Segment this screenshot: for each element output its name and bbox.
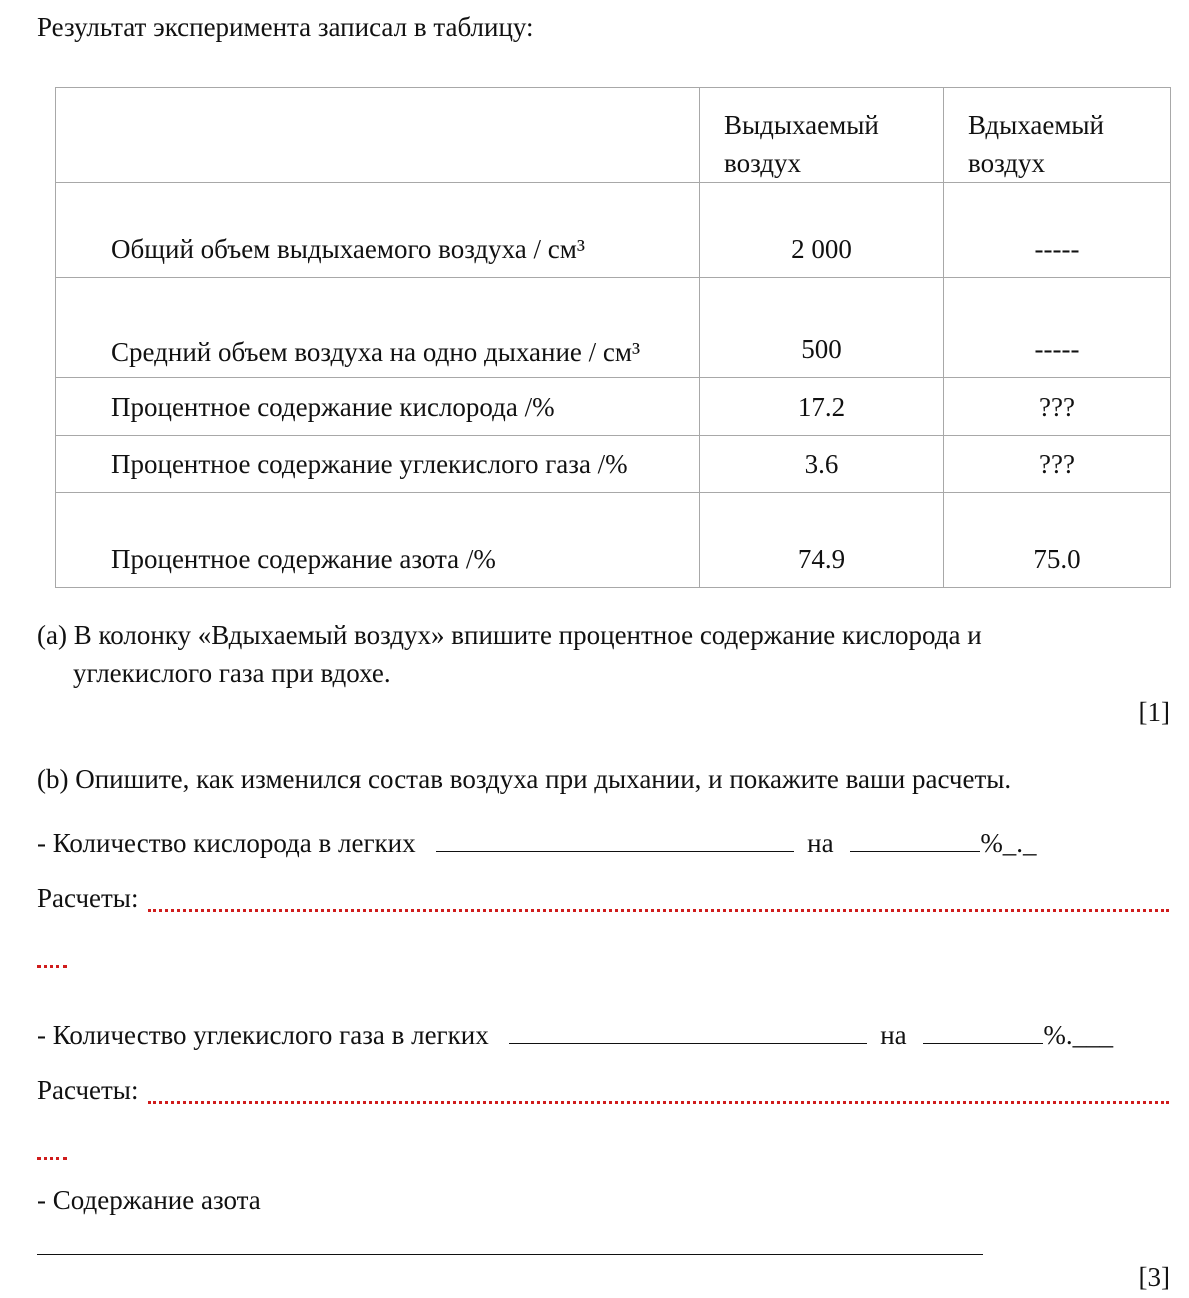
co2-change-blank[interactable] <box>509 1019 867 1044</box>
row-label: Средний объем воздуха на одно дыхание / см³ <box>56 278 700 378</box>
oxygen-suffix: %_._ <box>980 828 1037 858</box>
nitrogen-label: - Содержание азота <box>37 1185 261 1215</box>
intro-text: Результат эксперимента записал в таблицу: <box>37 12 534 42</box>
calc-answer-line[interactable] <box>148 1101 1169 1104</box>
marks-b: [3] <box>1138 1262 1170 1292</box>
header-empty-cell <box>56 88 700 183</box>
header-inhaled: Вдыхаемый воздух <box>944 88 1171 183</box>
question-a-line1: (a) В колонку «Вдыхаемый воздух» впишите процентное содержание кислорода и <box>37 620 982 650</box>
oxygen-label: - Количество кислорода в легких <box>37 828 416 858</box>
table-row <box>56 183 1171 278</box>
co2-percent-blank[interactable] <box>923 1019 1043 1044</box>
oxygen-percent-blank[interactable] <box>850 827 980 852</box>
question-a-line2: углекислого газа при вдохе. <box>73 658 391 688</box>
inhaled-value: ----- <box>944 278 1171 378</box>
exhaled-value: 500 <box>700 278 944 378</box>
row-label: Общий объем выдыхаемого воздуха / см³ <box>56 183 700 278</box>
header-exhaled: Выдыхаемый воздух <box>700 88 944 183</box>
co2-label: - Количество углекислого газа в легких <box>37 1020 489 1050</box>
co2-answer-line <box>37 1019 1113 1051</box>
calc-answer-line-end <box>37 965 67 968</box>
on-word: на <box>880 1020 907 1050</box>
row-label: Процентное содержание азота /% <box>56 493 700 588</box>
oxygen-change-blank[interactable] <box>436 827 794 852</box>
inhaled-value: ??? <box>944 378 1171 436</box>
table-row <box>56 378 1171 436</box>
inhaled-value: ----- <box>944 183 1171 278</box>
exhaled-value: 17.2 <box>700 378 944 436</box>
exhaled-value: 74.9 <box>700 493 944 588</box>
nitrogen-answer-blank[interactable] <box>37 1254 983 1255</box>
table-row <box>56 278 1171 378</box>
exhaled-value: 2 000 <box>700 183 944 278</box>
question-b-prompt: (b) Опишите, как изменился состав воздуха при дыхании, и покажите ваши расчеты. <box>37 764 1012 794</box>
table-row <box>56 436 1171 493</box>
oxygen-answer-line <box>37 827 1037 859</box>
calc-answer-line[interactable] <box>148 909 1169 912</box>
on-word: на <box>807 828 834 858</box>
calc-label: Расчеты: <box>37 1075 139 1105</box>
exhaled-value: 3.6 <box>700 436 944 493</box>
row-label: Процентное содержание углекислого газа /% <box>56 436 700 493</box>
inhaled-value: 75.0 <box>944 493 1171 588</box>
calc-answer-line-end <box>37 1157 67 1160</box>
inhaled-value: ??? <box>944 436 1171 493</box>
marks-a: [1] <box>1138 697 1170 727</box>
co2-suffix: %.___ <box>1043 1020 1114 1050</box>
calc-label: Расчеты: <box>37 883 139 913</box>
table-header-row <box>56 88 1171 183</box>
row-label: Процентное содержание кислорода /% <box>56 378 700 436</box>
results-table <box>55 87 1171 588</box>
table-row <box>56 493 1171 588</box>
